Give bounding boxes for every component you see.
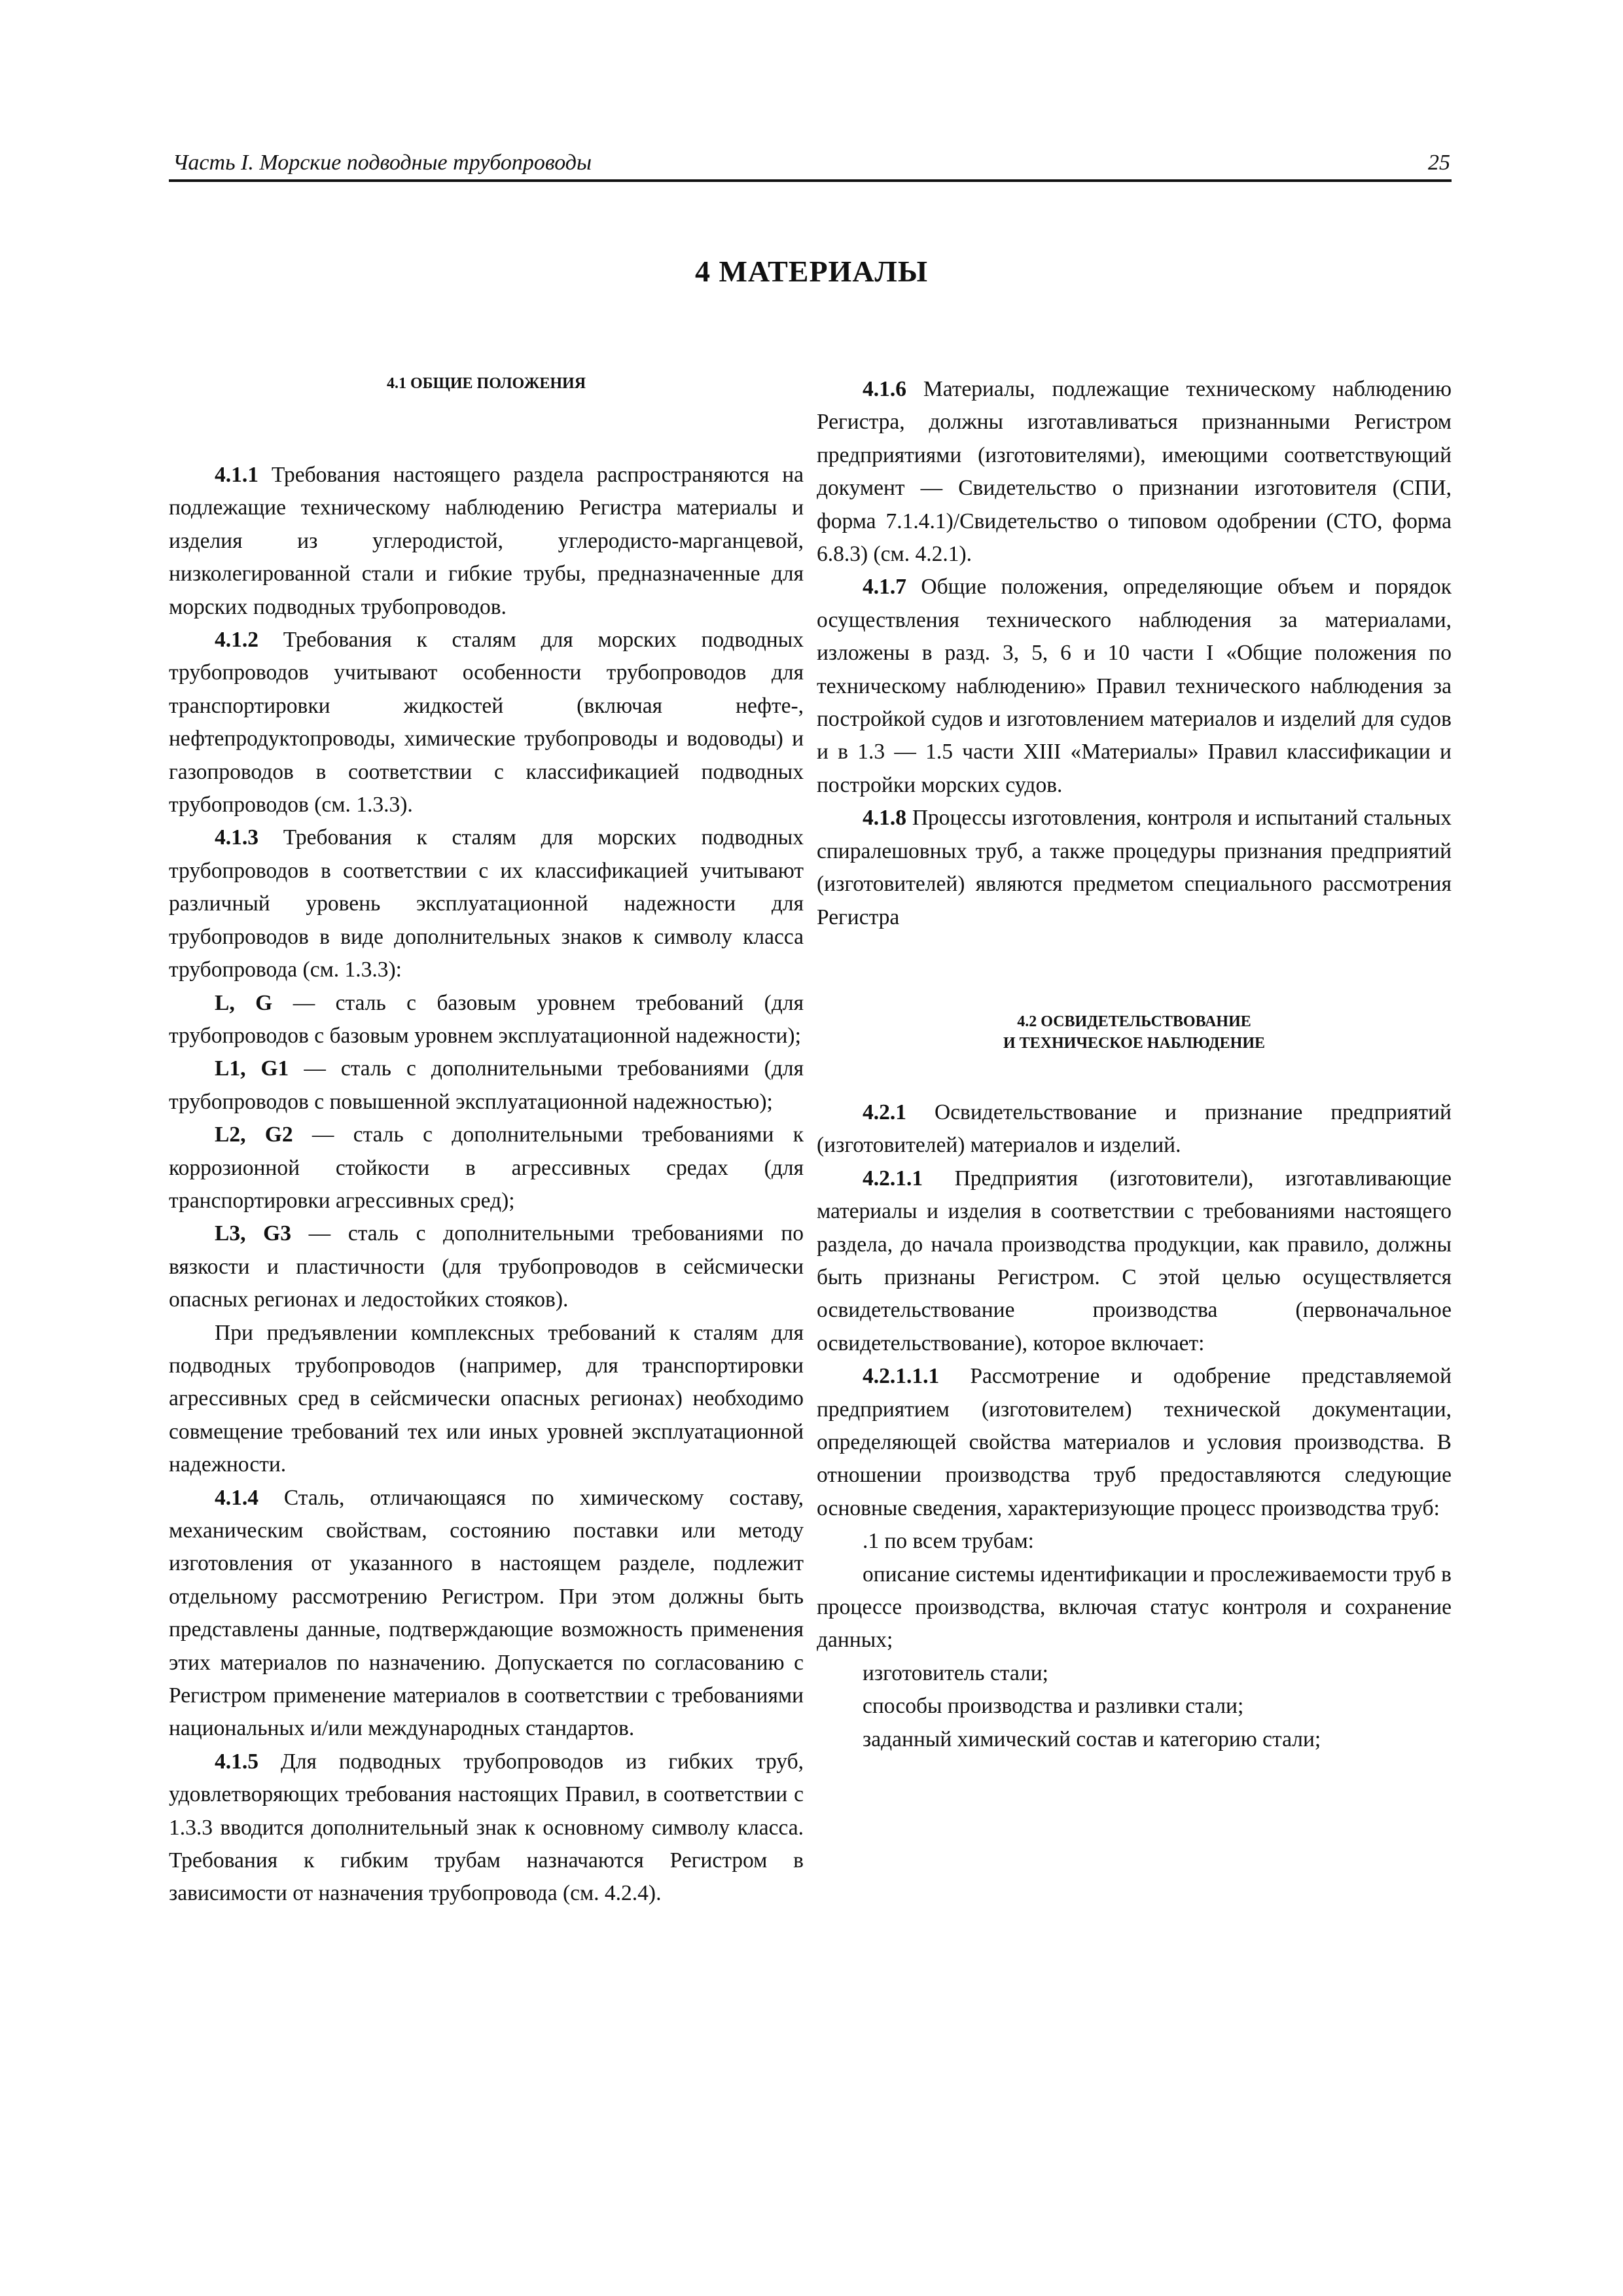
clause-number: 4.1.2 (215, 628, 259, 653)
paragraph-4-1-1 (169, 459, 804, 624)
list-subitem: способы производства и разливки стали; (863, 1694, 1244, 1719)
section-heading-line: И ТЕХНИЧЕСКОЕ НАБЛЮДЕНИЕ (1003, 1034, 1266, 1052)
paragraph-text: Общие положения, определяющие объем и порядок осуществления технического наблюдения за материалами, изложены в разд. 3, 5, 6 и 10 части I «Общие положения по техническому наблюдению» Правил технического наблюдения за постройкой судов и изготовлением материалов и изделий для судов и в 1.3 — 1.5 части XIII «Материалы» Правил классификации и постройки морских судов. (817, 575, 1452, 797)
paragraph-text: Освидетельствование и признание предприятий (изготовителей) материалов и изделий. (817, 1100, 1452, 1158)
paragraph-complex-requirements: При предъявлении комплексных требований к сталям для подводных трубопроводов (например, для транспортировки агрессивных сред в сейсмически опасных регионах) необходимо совмещение требований тех или иных уровней эксплуатационной надежности. (169, 1320, 804, 1477)
paragraph-4-1-2 (169, 624, 804, 821)
grade-code: L1, G1 (215, 1056, 289, 1081)
clause-number: 4.1.3 (215, 825, 259, 850)
right-column (817, 373, 1452, 1756)
paragraph-4-2-1-1-1 (817, 1360, 1452, 1525)
steel-grade-l2-g2 (169, 1119, 804, 1217)
clause-number: 4.1.8 (863, 806, 906, 831)
paragraph-text: Требования к сталям для морских подводных трубопроводов в соответствии с их классификацией учитывают различный уровень эксплуатационной надежности для трубопроводов в виде дополнительных знаков к символу класса трубопровода (см. 1.3.3): (169, 825, 804, 982)
paragraph-4-1-8 (817, 802, 1452, 934)
paragraph-text: Для подводных трубопроводов из гибких труб, удовлетворяющих требования настоящих Правил, в соответствии с 1.3.3 вводится дополнительный знак к основному символу класса. Требования к гибким трубам назначаются Регистром в зависимости от назначения трубопровода (см. 4.2.4). (169, 1749, 804, 1906)
list-subitem: заданный химический состав и категорию стали; (863, 1727, 1321, 1751)
list-subitem: описание системы идентификации и прослеживаемости труб в процессе производства, включая статус контроля и сохранение данных; (817, 1562, 1452, 1653)
paragraph-text: Требования к сталям для морских подводных трубопроводов учитывают особенности трубопроводов для транспортировки жидкостей (включая нефте-, нефтепродуктопроводы, химические трубопроводы и водоводы) и газопроводов в соответствии с классификацией подводных трубопроводов (см. 1.3.3). (169, 628, 804, 817)
section-heading-line: 4.2 ОСВИДЕТЕЛЬСТВОВАНИЕ (1017, 1013, 1251, 1030)
header-title: Часть I. Морские подводные трубопроводы (173, 151, 592, 175)
list-subitem: изготовитель стали; (863, 1660, 1048, 1685)
paragraph-text: Сталь, отличающаяся по химическому составу, механическим свойствам, состоянию поставки или методу изготовления от указанного в настоящем разделе, подлежит отдельному рассмотрению Регистром. При этом должны быть представлены данные, подтверждающие возможность применения этих материалов по назначению. Допускается по согласованию с Регистром применение материалов в соответствии с требованиями национальных и/или международных стандартов. (169, 1485, 804, 1741)
clause-number: 4.1.7 (863, 575, 906, 600)
paragraph-4-2-1-1 (817, 1162, 1452, 1360)
paragraph-4-2-1 (817, 1096, 1452, 1162)
clause-number: 4.1.4 (215, 1485, 259, 1510)
paragraph-4-1-6 (817, 373, 1452, 571)
clause-number: 4.2.1.1.1 (863, 1364, 940, 1389)
list-item-1: .1 по всем трубам: (863, 1529, 1034, 1554)
grade-description: — сталь с дополнительными требованиями по вязкости и пластичности (для трубопроводов в сейсмически опасных регионах и ледостойких стояков). (169, 1221, 804, 1312)
section-heading-4-2 (817, 1011, 1452, 1054)
grade-code: L, G (215, 990, 273, 1015)
clause-number: 4.2.1 (863, 1100, 906, 1124)
paragraph-text: Материалы, подлежащие техническому наблюдению Регистра, должны изготавливаться признанными Регистром предприятиями (изготовителями), имеющими соответствующий документ — Свидетельство о признании изготовителя (СПИ, форма 7.1.4.1)/Свидетельство о типовом одобрении (СТО, форма 6.8.3) (см. 4.2.1). (817, 377, 1452, 567)
steel-grade-l-g (169, 987, 804, 1053)
grade-code: L3, G3 (215, 1221, 291, 1246)
paragraph-4-1-7 (817, 571, 1452, 802)
paragraph-text: Рассмотрение и одобрение представляемой предприятием (изготовителем) технической документации, определяющей свойства материалов и условия производства. В отношении производства труб предоставляются следующие основные сведения, характеризующие процесс производства труб: (817, 1364, 1452, 1520)
chapter-title: 4 МАТЕРИАЛЫ (695, 255, 928, 288)
paragraph-4-1-4 (169, 1482, 804, 1746)
clause-number: 4.2.1.1 (863, 1166, 923, 1191)
grade-code: L2, G2 (215, 1122, 293, 1147)
paragraph-4-1-3 (169, 821, 804, 986)
left-column (169, 373, 804, 1910)
grade-description: — сталь с дополнительными требованиями к коррозионной стойкости в агрессивных средах (для транспортировки агрессивных сред); (169, 1122, 804, 1213)
clause-number: 4.1.5 (215, 1749, 259, 1774)
section-heading-4-1: 4.1 ОБЩИЕ ПОЛОЖЕНИЯ (386, 375, 586, 392)
paragraph-text: Процессы изготовления, контроля и испытаний стальных спиралешовных труб, а также процедуры признания предприятий (изготовителей) являются предметом специального рассмотрения Регистра (817, 806, 1452, 929)
grade-description: — сталь с дополнительными требованиями (для трубопроводов с повышенной эксплуатационной надежностью); (169, 1056, 804, 1114)
steel-grade-l1-g1 (169, 1052, 804, 1119)
running-header (169, 143, 1452, 182)
steel-grade-l3-g3 (169, 1217, 804, 1316)
paragraph-text: Требования настоящего раздела распространяются на подлежащие техническому наблюдению Регистра материалы и изделия из углеродистой, углеродисто-марганцевой, низколегированной стали и гибкие трубы, предназначенные для морских подводных трубопроводов. (169, 463, 804, 619)
grade-description: — сталь с базовым уровнем требований (для трубопроводов с базовым уровнем эксплуатационной надежности); (169, 990, 804, 1048)
clause-number: 4.1.1 (215, 463, 259, 487)
clause-number: 4.1.6 (863, 377, 906, 401)
paragraph-text: Предприятия (изготовители), изготавливающие материалы и изделия в соответствии с требованиями настоящего раздела, до начала производства продукции, как правило, должны быть признаны Регистром. С этой целью осуществляется освидетельствование производства (первоначальное освидетельствование), которое включает: (817, 1166, 1452, 1355)
page-number: 25 (1428, 151, 1450, 175)
paragraph-4-1-5 (169, 1746, 804, 1910)
